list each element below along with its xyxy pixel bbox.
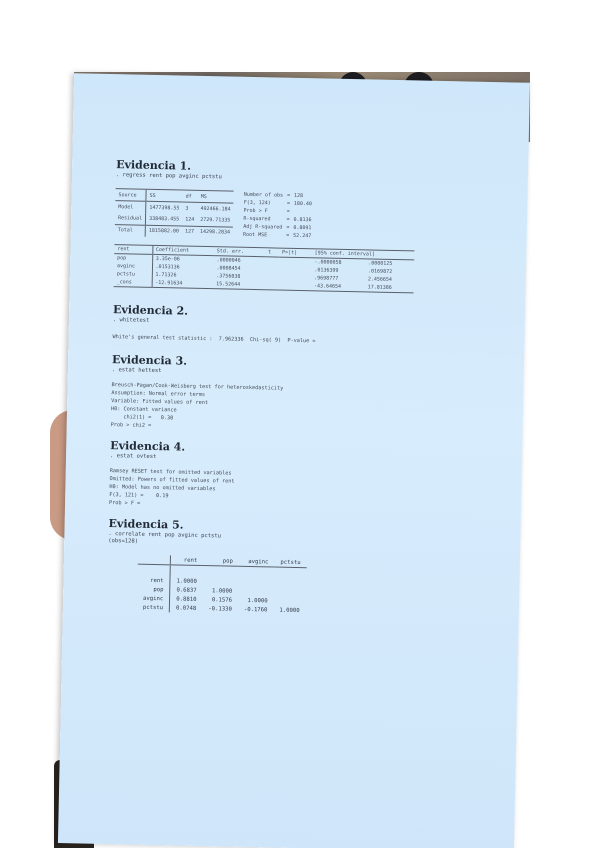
corr-row-label: pctstu [137, 603, 170, 613]
stata-command: . estat ovtest [109, 453, 157, 461]
anova-header: df [185, 193, 192, 200]
stat-eq: = [286, 200, 290, 207]
anova-cell: 3 [185, 205, 189, 212]
corr-cell: 0.8810 [176, 595, 197, 603]
corr-cell: 1.0000 [247, 597, 268, 604]
obs-count: (obs=128) [108, 538, 139, 545]
output-line: Assumption: Normal error terms [111, 390, 206, 399]
corr-cell: 1.0000 [176, 577, 197, 585]
coef-cell: -12.91634 [155, 279, 183, 287]
coef-cell: .0000046 [216, 257, 241, 264]
correlation-table [137, 555, 307, 616]
stata-command: . estat hettest [111, 367, 162, 375]
hettest-output [111, 381, 492, 437]
coef-cell [264, 281, 278, 290]
anova-cell: Model [115, 201, 146, 213]
coef-cell: .9698777 [314, 275, 339, 282]
coef-header: P>|t| [281, 249, 298, 256]
section-evidencia-3 [111, 353, 493, 437]
section-title: Evidencia 4. [110, 439, 186, 454]
coef-cell [264, 273, 278, 281]
section-title: Evidencia 3. [111, 353, 188, 368]
coef-cell: .0000125 [368, 260, 393, 267]
corr-cell: 0.1576 [211, 596, 233, 604]
anova-cell: Total [115, 224, 146, 236]
corr-cell: 0.6837 [176, 586, 197, 594]
coef-cell: 2.456654 [367, 276, 393, 283]
stat-eq: = [286, 224, 290, 231]
stat-eq: = [286, 208, 290, 215]
stat-label: Prob > F [243, 207, 268, 215]
corr-row-label: avginc [137, 594, 170, 604]
coef-cell [278, 282, 311, 291]
coef-cell: .0153136 [155, 263, 180, 271]
section-title: Evidencia 1. [116, 158, 192, 173]
anova-cell: 2729.71335 [200, 217, 231, 224]
stat-label: R-squared [243, 215, 271, 223]
anova-cell: 1815882.00 [148, 228, 180, 235]
output-line: Omitted: Powers of fitted values of rent [109, 476, 235, 485]
output-line: H0: Constant variance [110, 406, 177, 414]
anova-cell: 124 [185, 216, 195, 223]
output-line: Ramsey RESET test for omitted variables [109, 468, 232, 477]
section-title: Evidencia 2. [112, 303, 189, 318]
anova-table [115, 188, 234, 238]
coef-cell: .0169872 [367, 268, 393, 275]
corr-cell: -0.1330 [208, 605, 232, 613]
coef-cell: -.0000058 [314, 259, 342, 266]
anova-cell: 14298.2834 [199, 229, 231, 236]
coef-cell: pop [114, 254, 152, 263]
stat-value: 180.40 [293, 200, 312, 208]
anova-cell: 492466.184 [200, 205, 231, 213]
output-line: Variable: Fitted values of rent [111, 398, 209, 407]
corr-header: rent [183, 557, 198, 564]
anova-cell: 338483.455 [149, 216, 180, 223]
stat-eq: = [286, 232, 290, 239]
corr-header: avginc [248, 558, 269, 565]
anova-block [115, 188, 496, 244]
corr-cell: 1.0000 [211, 587, 233, 595]
corr-cell: 0.0748 [176, 604, 197, 612]
output-line: chi2(1) = 0.30 [110, 414, 174, 422]
section-evidencia-2 [112, 303, 493, 349]
coef-cell: .0136399 [314, 267, 339, 274]
coef-cell: 3.35e-06 [155, 255, 180, 263]
stat-value: 0.8091 [293, 224, 312, 232]
stat-label: F(3, 124) [243, 199, 271, 207]
coef-cell [265, 265, 279, 273]
output-line: Prob > chi2 = [110, 422, 152, 429]
stat-value: 52.247 [293, 232, 312, 240]
stata-command: . regress rent pop avginc pctstu [115, 172, 222, 181]
coef-header: Std. err. [216, 248, 244, 255]
coef-cell: 17.81386 [367, 284, 392, 291]
corr-header: pop [222, 557, 233, 565]
ovtest-output [109, 467, 490, 515]
corr-row-label: rent [137, 576, 170, 586]
output-line: H0: Model has no omitted variables [109, 484, 216, 493]
coef-cell: 15.52644 [216, 281, 241, 288]
anova-header: Source [115, 189, 146, 202]
printed-document [58, 73, 530, 848]
anova-header: MS [200, 193, 207, 200]
coef-cell: _cons [114, 278, 152, 287]
fit-statistics [241, 191, 314, 241]
coef-header: [95% conf. interval] [314, 250, 375, 258]
anova-cell: 1477398.55 [149, 204, 180, 212]
coef-header: rent [114, 245, 152, 255]
section-evidencia-4 [109, 439, 490, 515]
section-evidencia-1 [114, 158, 497, 295]
corr-header: pctstu [280, 559, 301, 566]
section-evidencia-5 [107, 517, 489, 619]
coef-cell: .0008454 [216, 265, 241, 272]
coefficient-table [114, 244, 415, 293]
stat-label: Number of obs [243, 191, 284, 199]
corr-row-label: pop [137, 585, 170, 595]
stat-label: Adj R-squared [243, 223, 283, 231]
stat-eq: = [286, 216, 290, 223]
stata-command: . correlate rent pop avginc pctstu [108, 531, 222, 540]
stat-label: Root MSE [242, 231, 268, 239]
output-line: F(3, 121) = 0.19 [109, 492, 169, 500]
coef-header: t [268, 249, 272, 256]
anova-cell: 127 [184, 228, 195, 236]
corr-cell: -0.1760 [243, 606, 268, 613]
coef-cell: .3756038 [216, 273, 241, 280]
corr-spacer [138, 564, 171, 576]
coef-cell: pctstu [114, 270, 152, 279]
anova-header: SS [149, 192, 156, 199]
coef-header: Coefficient [155, 246, 190, 254]
coef-cell: -43.64654 [313, 283, 342, 290]
stat-value: 128 [293, 192, 304, 200]
document-content [107, 158, 496, 619]
whitetest-output: White's general test statistic : 7.962336 Chi-sq( 9) P-value = [112, 334, 316, 345]
stata-command: . whitetest [112, 317, 150, 324]
coef-cell: avginc [114, 262, 152, 271]
stat-value: 0.8136 [293, 216, 312, 224]
coef-cell [265, 257, 279, 266]
output-line: Breusch-Pagan/Cook-Weisberg test for heteroskedasticity [111, 382, 284, 392]
anova-cell: Residual [115, 213, 146, 225]
output-line: Prob > F = [108, 500, 141, 507]
coef-cell: 1.71326 [155, 271, 177, 279]
stat-eq: = [286, 192, 291, 199]
section-title: Evidencia 5. [108, 517, 184, 532]
corr-cell: 1.0000 [279, 607, 300, 614]
